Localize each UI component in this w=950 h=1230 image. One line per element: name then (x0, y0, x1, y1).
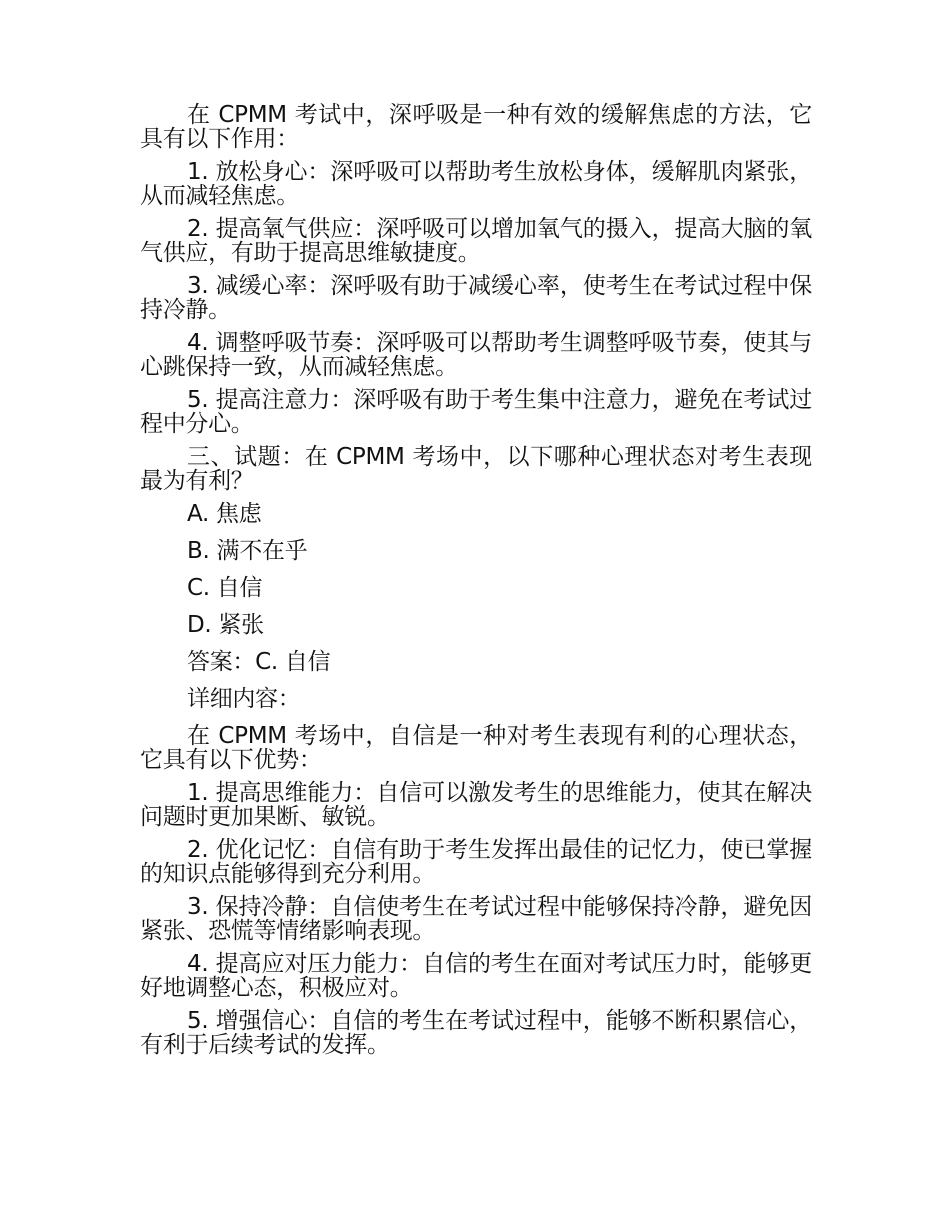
list-item: 2. 优化记忆：自信有助于考生发挥出最佳的记忆力，使已掌握的知识点能够得到充分利用。 (140, 837, 812, 887)
intro-paragraph: 在 CPMM 考试中，深呼吸是一种有效的缓解焦虑的方法，它具有以下作用： (140, 102, 812, 152)
details-label: 详细内容： (187, 686, 301, 712)
option-b: B. 满不在乎 (187, 538, 308, 564)
list-item: 4. 提高应对压力能力：自信的考生在面对考试压力时，能够更好地调整心态，积极应对。 (140, 951, 812, 1001)
list-item: 5. 增强信心：自信的考生在考试过程中，能够不断积累信心，有利于后续考试的发挥。 (140, 1008, 812, 1058)
option-d: D. 紧张 (187, 612, 264, 638)
details-paragraph: 在 CPMM 考场中，自信是一种对考生表现有利的心理状态，它具有以下优势： (140, 723, 812, 773)
answer-line: 答案：C. 自信 (187, 649, 331, 675)
list-item: 1. 放松身心：深呼吸可以帮助考生放松身体，缓解肌肉紧张，从而减轻焦虑。 (140, 159, 812, 209)
option-a: A. 焦虑 (187, 501, 262, 527)
list-item: 4. 调整呼吸节奏：深呼吸可以帮助考生调整呼吸节奏，使其与心跳保持一致，从而减轻焦虑。 (140, 330, 812, 380)
list-item: 3. 减缓心率：深呼吸有助于减缓心率，使考生在考试过程中保持冷静。 (140, 273, 812, 323)
option-c: C. 自信 (187, 575, 263, 601)
list-item: 2. 提高氧气供应：深呼吸可以增加氧气的摄入，提高大脑的氧气供应，有助于提高思维敏捷度。 (140, 216, 812, 266)
document-body (140, 103, 812, 1066)
list-item: 1. 提高思维能力：自信可以激发考生的思维能力，使其在解决问题时更加果断、敏锐。 (140, 780, 812, 830)
list-item: 3. 保持冷静：自信使考生在考试过程中能够保持冷静，避免因紧张、恐慌等情绪影响表现。 (140, 894, 812, 944)
question-heading: 三、试题：在 CPMM 考场中，以下哪种心理状态对考生表现最为有利？ (140, 444, 812, 494)
list-item: 5. 提高注意力：深呼吸有助于考生集中注意力，避免在考试过程中分心。 (140, 387, 812, 437)
